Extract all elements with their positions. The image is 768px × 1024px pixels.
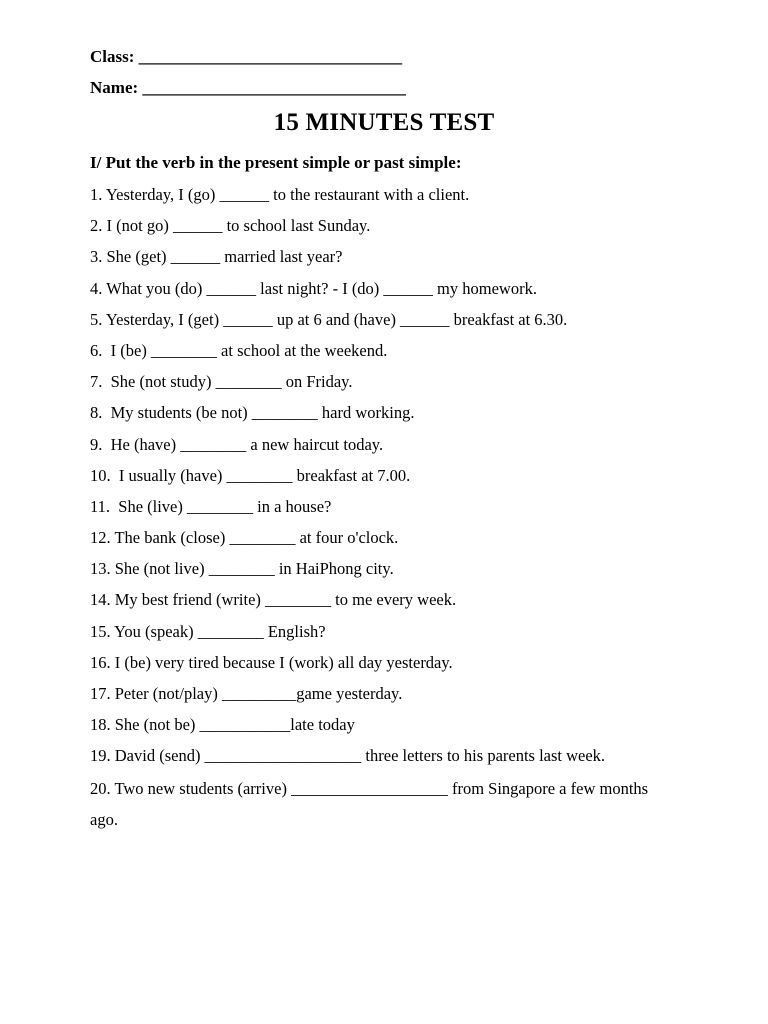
question-item: 18. She (not be) ___________late today (90, 715, 355, 735)
question-item: 20. Two new students (arrive) ___________________ from Singapore a few months ago. (90, 778, 649, 829)
question-item: 5. Yesterday, I (get) ______ up at 6 and (have) ______ breakfast at 6.30. (90, 309, 568, 329)
question-item: 1. Yesterday, I (go) ______ to the restaurant with a client. (90, 185, 470, 204)
name-field: Name: _______________________________ (90, 78, 406, 97)
question-item: 4. What you (do) ______ last night? - I (do) ______ my homework. (90, 278, 537, 298)
question-item: 8. My students (be not) ________ hard working. (90, 403, 415, 423)
question-item: 11. She (live) ________ in a house? (90, 496, 332, 516)
question-item: 7. She (not study) ________ on Friday. (90, 372, 353, 392)
question-item: 17. Peter (not/play) _________game yesterday. (90, 684, 403, 703)
section-instruction: I/ Put the verb in the present simple or past simple: (90, 153, 462, 172)
question-item: 13. She (not live) ________ in HaiPhong city. (90, 559, 394, 579)
question-item: 10. I usually (have) ________ breakfast at 7.00. (90, 465, 411, 485)
question-item: 2. I (not go) ______ to school last Sunday. (90, 216, 371, 236)
question-item: 12. The bank (close) ________ at four o'clock. (90, 528, 399, 548)
question-item: 16. I (be) very tired because I (work) all day yesterday. (90, 652, 453, 672)
question-item: 9. He (have) ________ a new haircut today. (90, 434, 384, 454)
question-item: 19. David (send) ___________________ three letters to his parents last week. (90, 746, 606, 766)
page-title: 15 MINUTES TEST (273, 109, 495, 136)
question-item: 14. My best friend (write) ________ to me every week. (90, 590, 457, 610)
question-item: 6. I (be) ________ at school at the weekend. (90, 340, 388, 360)
question-list (90, 185, 710, 835)
question-item: 15. You (speak) ________ English? (90, 621, 326, 641)
class-field: Class: _______________________________ (90, 47, 403, 66)
question-item: 3. She (get) ______ married last year? (90, 247, 343, 267)
